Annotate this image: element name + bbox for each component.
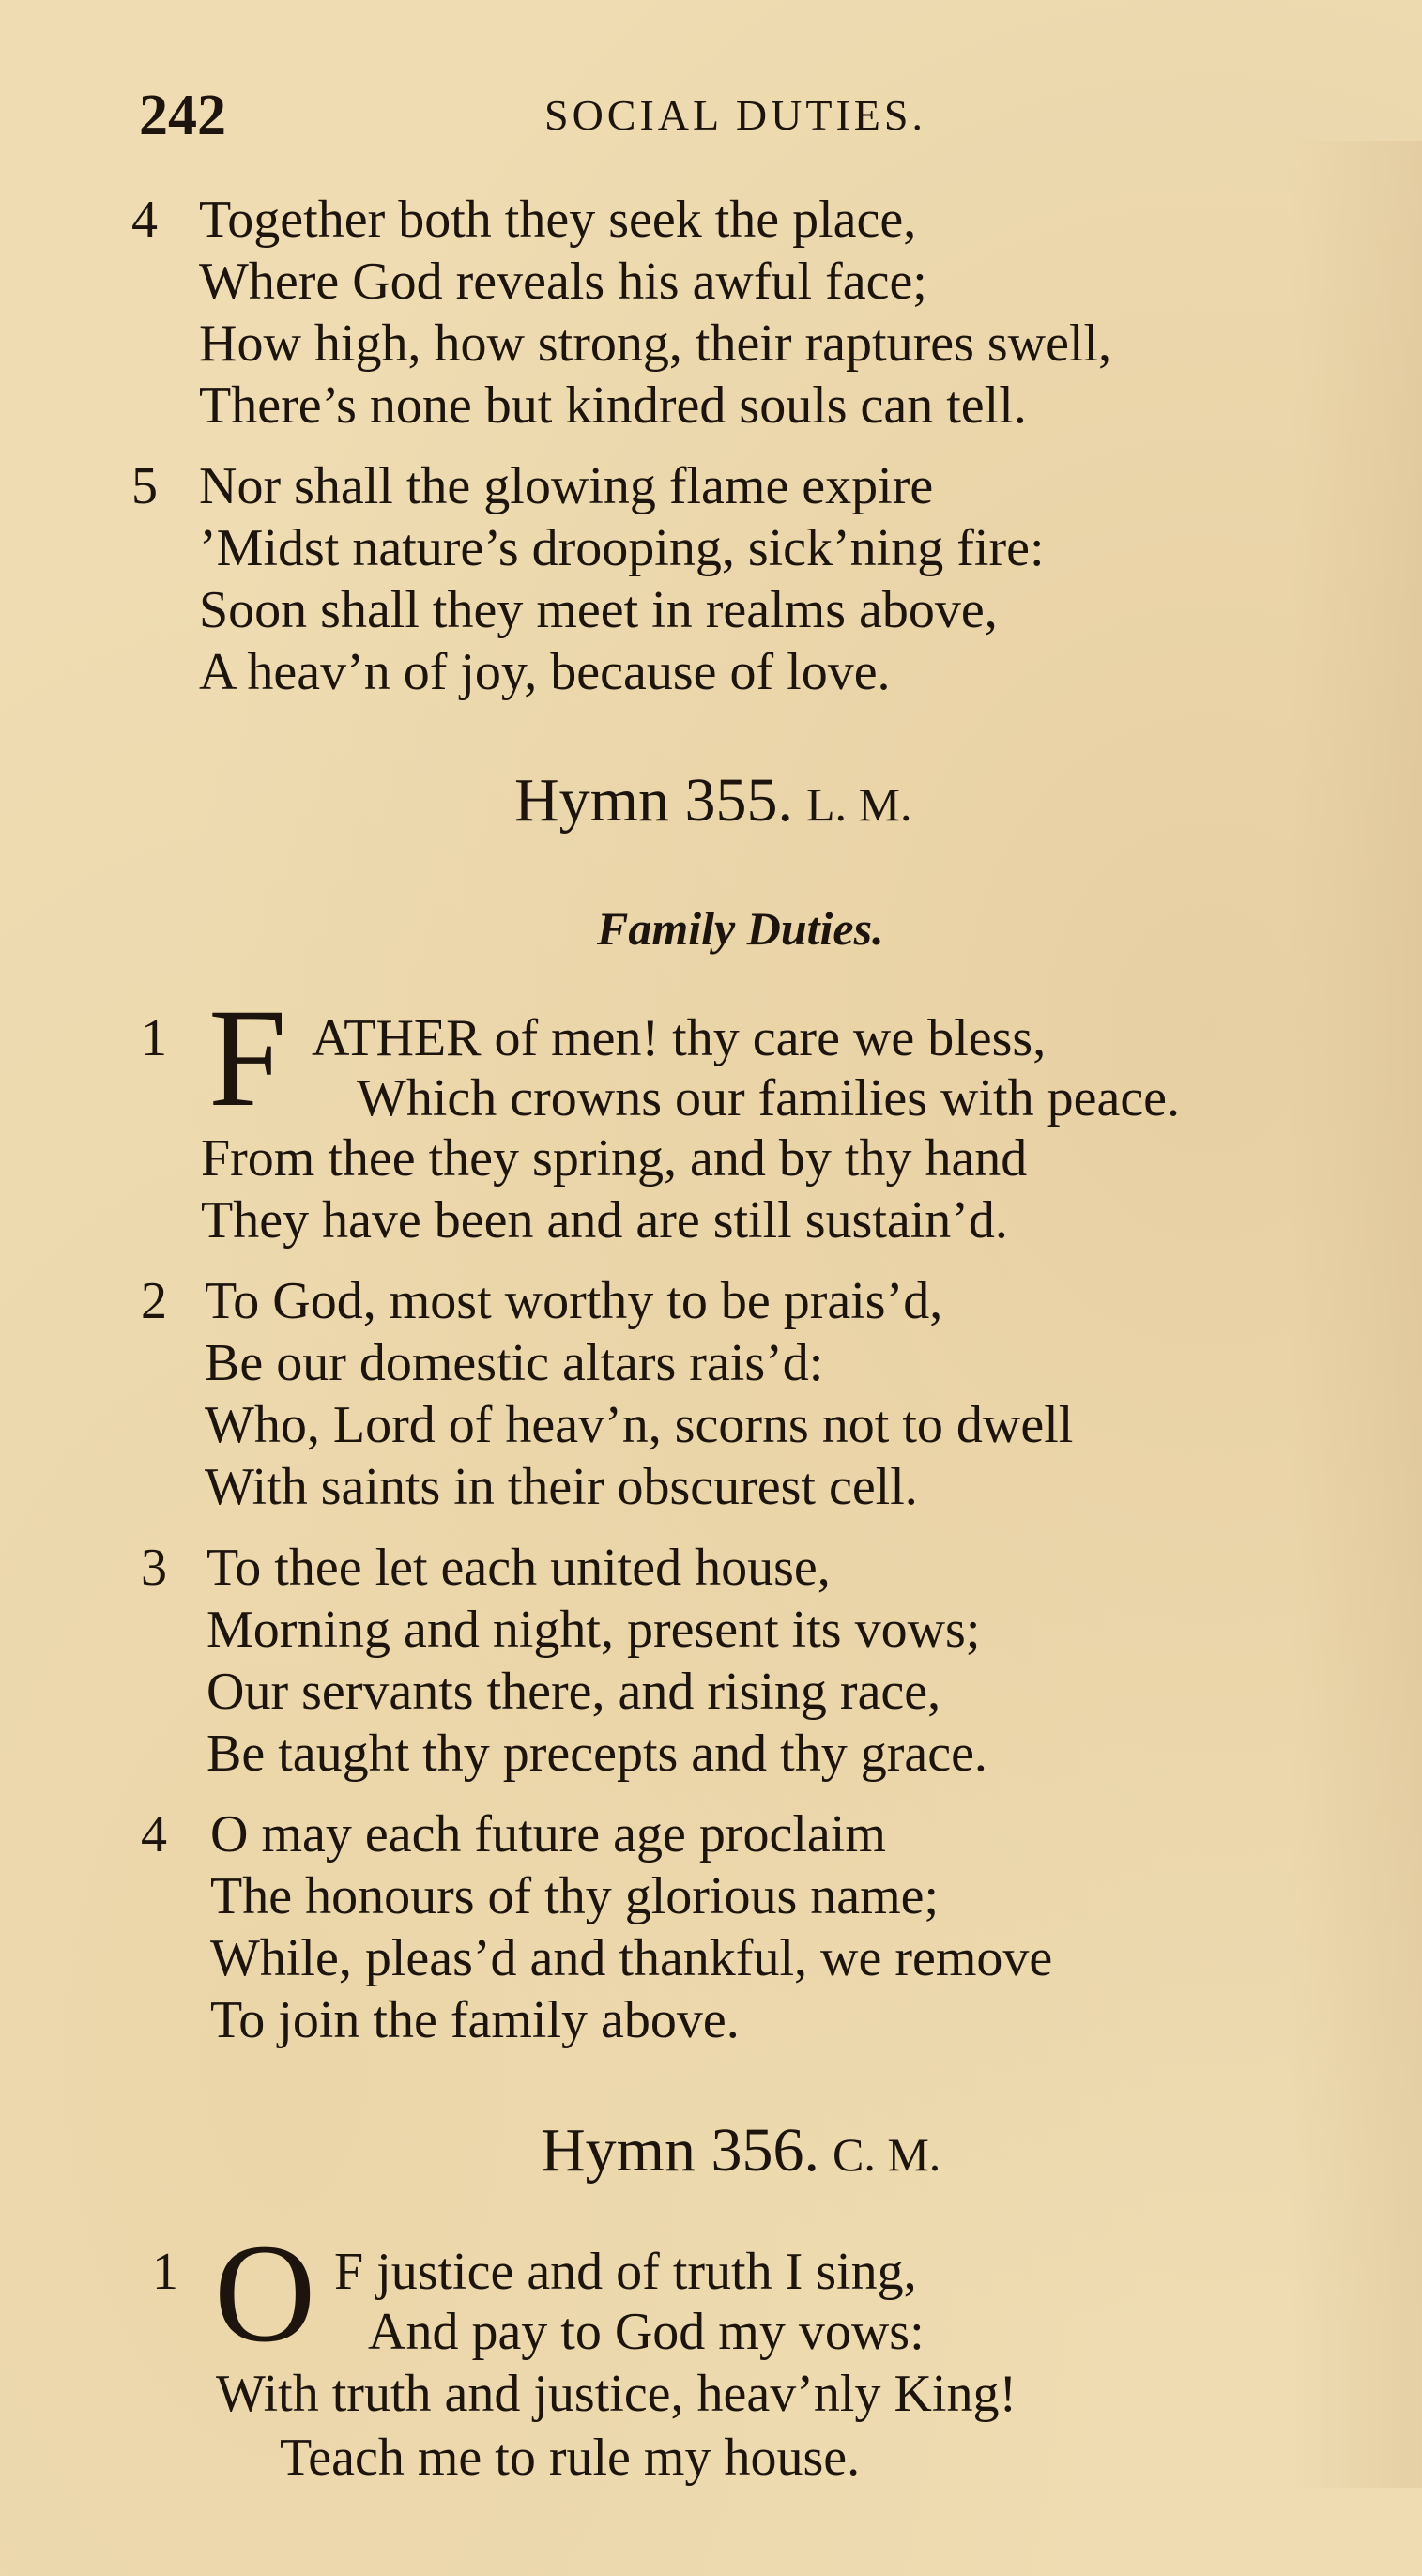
hymn-subtitle: Family Duties. [597, 902, 884, 955]
verse-line: From thee they spring, and by thy hand [201, 1129, 1028, 1188]
verse-number: 4 [131, 191, 158, 249]
verse-line: With saints in their obscurest cell. [205, 1458, 918, 1516]
verse-line: Together both they seek the place, [199, 191, 917, 249]
verse-line: And pay to God my vows: [368, 2303, 925, 2361]
verse-number: 4 [141, 1805, 167, 1863]
hymn-title-text: Hymn 356. [541, 2116, 819, 2185]
verse-line: Be taught thy precepts and thy grace. [206, 1725, 987, 1783]
verse-line: How high, how strong, their raptures swell, [199, 314, 1112, 373]
verse-line: ’Midst nature’s drooping, sick’ning fire: [199, 519, 1045, 577]
verse-line: Who, Lord of heav’n, scorns not to dwell [205, 1396, 1074, 1454]
verse-number: 2 [141, 1272, 167, 1330]
verse-line: To God, most worthy to be prais’d, [205, 1272, 943, 1330]
hymn-title-text: Hymn 355. [514, 766, 793, 835]
running-title: SOCIAL DUTIES. [544, 91, 926, 139]
verse-line: There’s none but kindred souls can tell. [199, 376, 1027, 435]
verse-line: To join the family above. [210, 1991, 740, 2049]
verse-number: 5 [131, 457, 158, 515]
verse-line: Teach me to rule my house. [280, 2429, 861, 2487]
drop-cap: F [208, 980, 287, 1136]
page-number: 242 [139, 84, 226, 147]
verse-line: Be our domestic altars rais’d: [205, 1334, 824, 1392]
verse-line: Soon shall they meet in realms above, [199, 581, 998, 639]
verse-line: With truth and justice, heav’nly King! [216, 2365, 1017, 2423]
drop-cap: O [214, 2216, 316, 2371]
verse-line: They have been and are still sustain’d. [201, 1191, 1008, 1250]
hymn-title [541, 2116, 941, 2185]
verse-line: The honours of thy glorious name; [210, 1867, 940, 1925]
verse-line: F justice and of truth I sing, [334, 2243, 917, 2301]
hymn-meter: C. M. [833, 2128, 941, 2181]
verse-line: To thee let each united house, [206, 1539, 831, 1597]
verse-line: Our servants there, and rising race, [206, 1663, 941, 1721]
verse-line: Nor shall the glowing flame expire [199, 457, 934, 515]
facing-page-bleed-through [1291, 141, 1422, 2488]
verse-line: O may each future age proclaim [210, 1805, 886, 1863]
verse-line: Where God reveals his awful face; [199, 253, 927, 311]
verse-line: Which crowns our families with peace. [357, 1069, 1181, 1127]
verse-number: 1 [141, 1009, 167, 1067]
verse-number: 1 [152, 2243, 178, 2301]
verse-line: Morning and night, present its vows; [206, 1601, 981, 1659]
verse-line: ATHER of men! thy care we bless, [312, 1009, 1047, 1067]
verse-line: A heav’n of joy, because of love. [199, 643, 891, 701]
verse-number: 3 [141, 1539, 167, 1597]
hymn-title [514, 766, 912, 835]
verse-line: While, pleas’d and thankful, we remove [210, 1929, 1053, 1987]
hymn-meter: L. M. [806, 778, 912, 831]
